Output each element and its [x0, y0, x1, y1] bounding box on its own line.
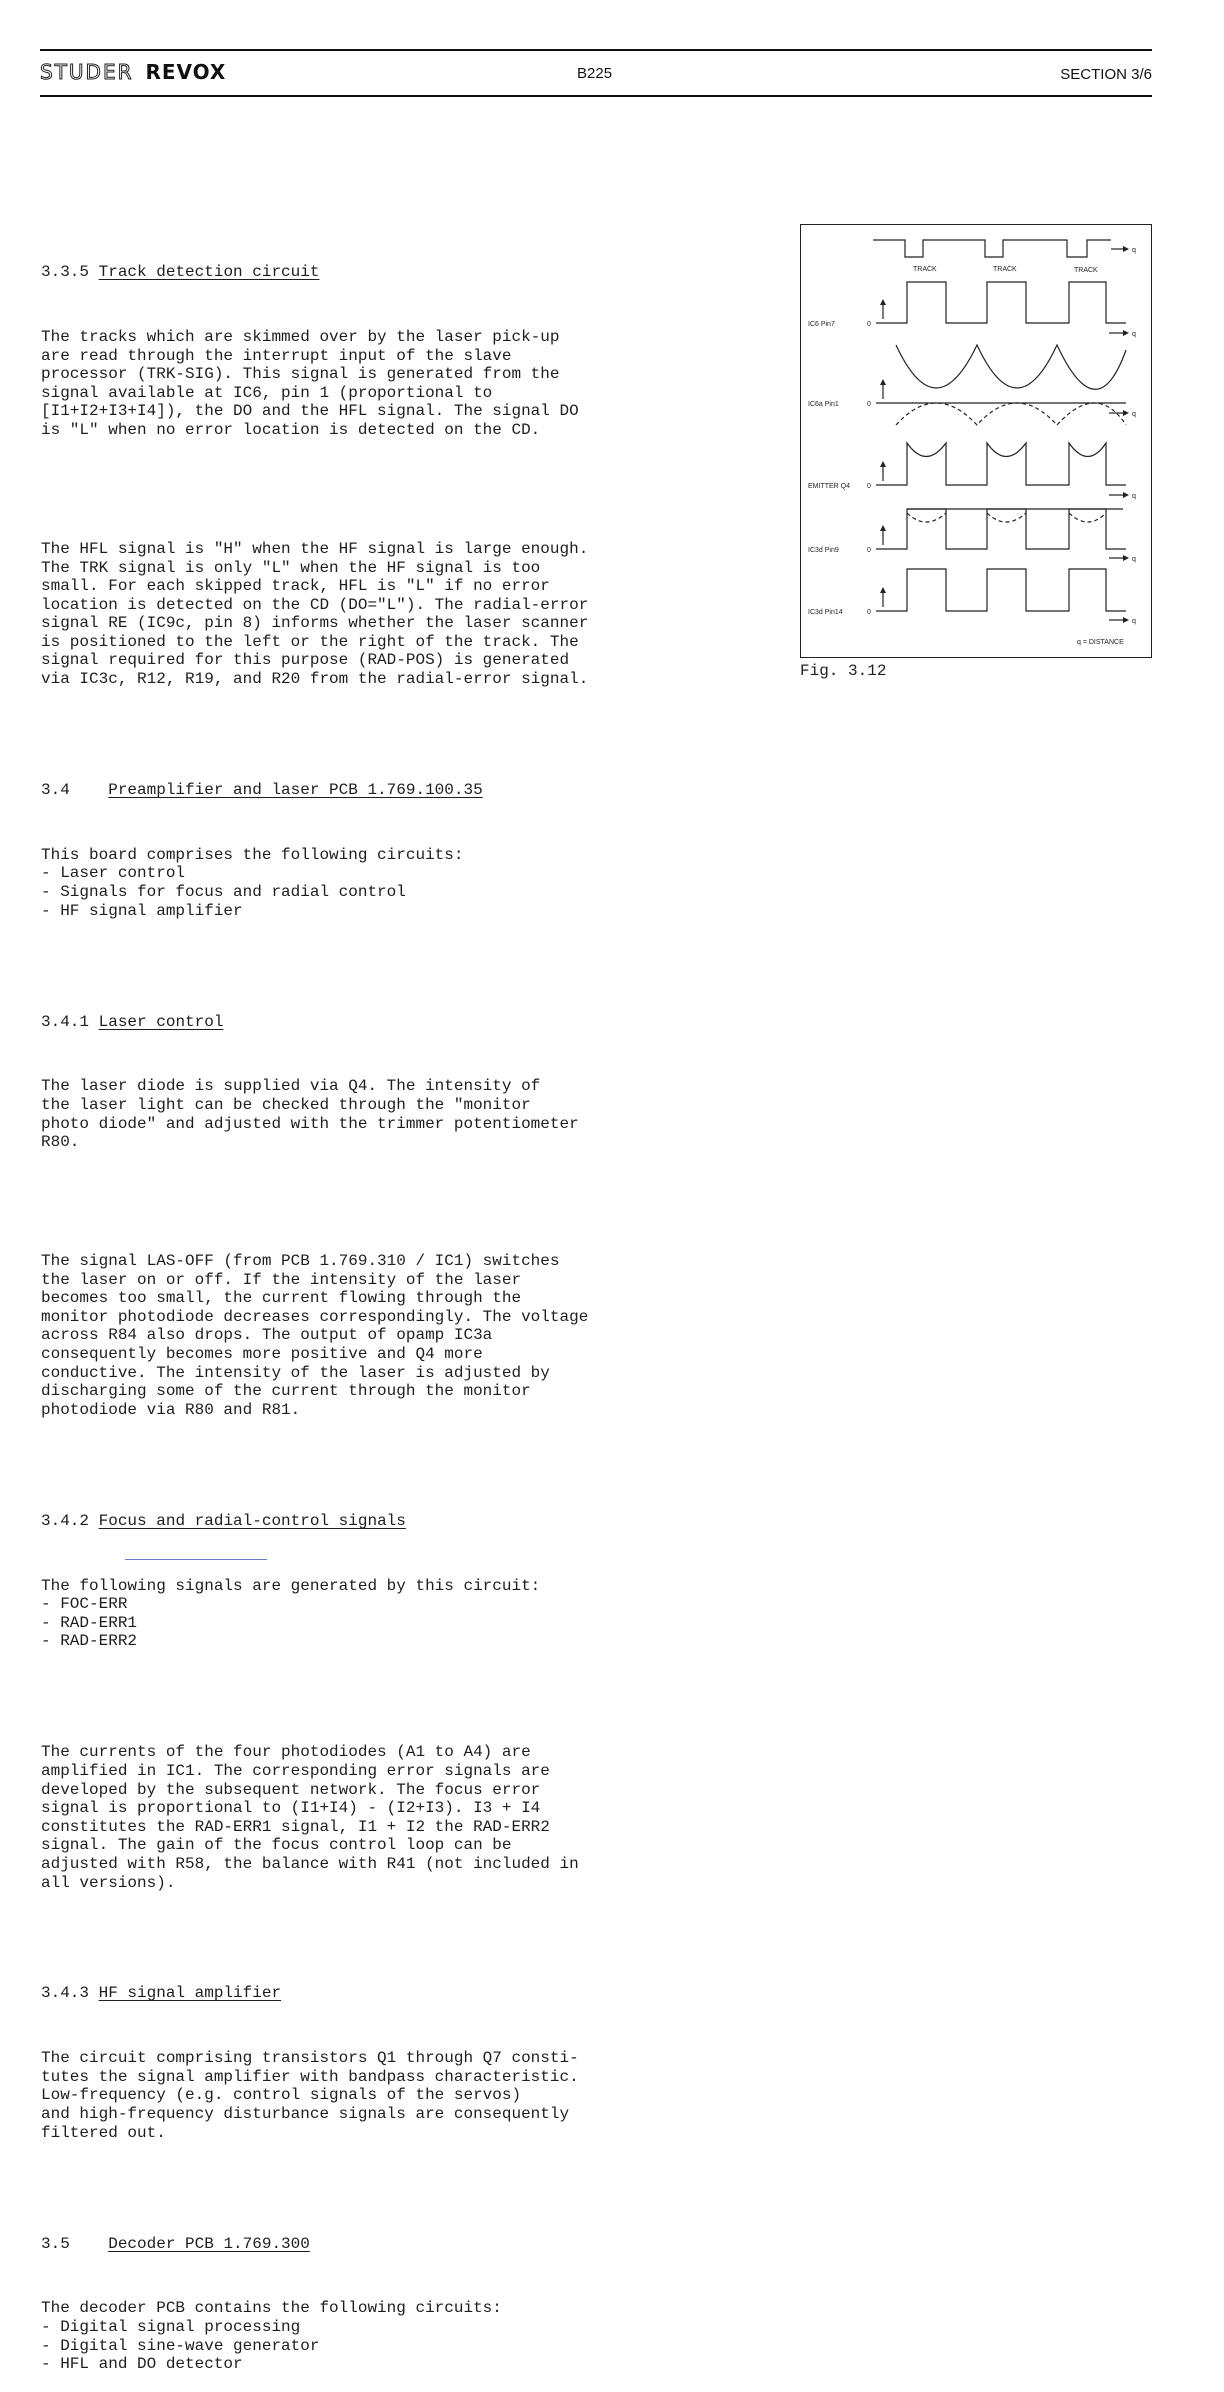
paragraph-focus-1: The following signals are generated by this circuit: - FOC-ERR - RAD-ERR1 - RAD-ERR2	[41, 1576, 541, 1651]
heading-3-5: 3.5 Decoder PCB 1.769.300	[41, 2234, 310, 2253]
track-label-3: TRACK	[1074, 267, 1098, 274]
wave-ic6-pin7	[876, 282, 1126, 323]
q-label-3: q	[1132, 493, 1136, 500]
row-label-ic3d-pin14: IC3d Pin14	[808, 609, 843, 616]
track-profile	[873, 240, 1111, 257]
heading-3-4-2: 3.4.2 Focus and radial-control signals	[41, 1511, 406, 1530]
zero-label-4: 0	[867, 547, 871, 554]
header-top-rule	[40, 49, 1152, 51]
q-label-2: q	[1132, 411, 1136, 418]
figure-caption: Fig. 3.12	[800, 662, 887, 680]
distance-legend: q = DISTANCE	[1077, 639, 1124, 646]
zero-label-2: 0	[867, 401, 871, 408]
q-label-1: q	[1132, 331, 1136, 338]
brand-studer: STUDER	[40, 60, 134, 84]
row-label-emitter-q4: EMITTER Q4	[808, 483, 851, 490]
arrowhead-3	[1123, 492, 1129, 498]
paragraph-decoder: The decoder PCB contains the following circuits: - Digital signal processing - Digital sine-wave generator - HFL and DO detector	[41, 2299, 502, 2374]
paragraph-focus-2: The currents of the four photodiodes (A1 to A4) are amplified in IC1. The corresponding error signals are developed by the subsequent network. The focus error signal is proportional to (I1+I4) - (I2+I3). I3 + I4 constitutes the RAD-ERR1 signal, I1 + I2 the RAD-ERR2 signal. The gain of the focus control loop can be adjusted with R58, the balance with R41 (not included in all versions).	[41, 1743, 579, 1892]
row-label-ic6a-pin1: IC6a Pin1	[808, 401, 839, 408]
up-arrowhead-5	[880, 587, 886, 593]
dashed-ic6a-overlay	[896, 403, 1126, 425]
timing-diagram	[801, 225, 1153, 659]
row-label-ic6-pin7: IC6 Pin7	[808, 321, 835, 328]
arrowhead-1	[1123, 330, 1129, 336]
paragraph-laser-1: The laser diode is supplied via Q4. The intensity of the laser light can be checked through the "monitor photo diode" and adjusted with the trimmer potentiometer R80.	[41, 1077, 579, 1152]
up-arrowhead-4	[880, 525, 886, 531]
q-label-5: q	[1132, 618, 1136, 625]
arrowhead-2	[1123, 410, 1129, 416]
paragraph-hf: The circuit comprising transistors Q1 through Q7 consti- tutes the signal amplifier with bandpass characteristic. Low-frequency (e.g. control signals of the servos) and high-frequency disturbance signals are consequently filtered out.	[41, 2049, 579, 2142]
model-number: B225	[577, 65, 613, 82]
brand-logo	[40, 60, 226, 84]
q-label-4: q	[1132, 556, 1136, 563]
dashed-ic3d-pin9	[907, 513, 1106, 522]
figure-3-12	[800, 224, 1152, 658]
track-label-1: TRACK	[913, 266, 937, 273]
q-label-0: q	[1132, 247, 1136, 254]
wave-ic6a-pin1	[896, 345, 1126, 389]
up-arrowhead-1	[880, 299, 886, 305]
zero-label-3: 0	[867, 483, 871, 490]
track-label-2: TRACK	[993, 266, 1017, 273]
zero-label-1: 0	[867, 321, 871, 328]
brand-revox: REVOX	[145, 60, 227, 84]
body-text	[41, 226, 701, 2392]
wave-ic3d-pin14	[876, 569, 1126, 611]
heading-3-4: 3.4 Preamplifier and laser PCB 1.769.100.35	[41, 781, 483, 800]
row-label-ic3d-pin9: IC3d Pin9	[808, 547, 839, 554]
heading-3-3-5: 3.3.5 Track detection circuit	[41, 263, 320, 282]
zero-label-5: 0	[867, 609, 871, 616]
wave-ic3d-pin9	[876, 509, 1126, 549]
paragraph-track-2: The HFL signal is "H" when the HF signal is large enough. The TRK signal is only "L" when the HF signal is too small. For each skipped track, HFL is "L" if no error location is detected on the CD (DO="L"). The radial-error signal RE (IC9c, pin 8) informs whether the laser scanner is positioned to the left or the right of the track. The signal required for this purpose (RAD-POS) is generated via IC3c, R12, R19, and R20 from the radial-error signal.	[41, 539, 589, 689]
section-number: SECTION 3/6	[1060, 66, 1152, 83]
up-arrowhead-3	[880, 461, 886, 467]
wave-emitter-q4	[876, 443, 1126, 485]
heading-3-4-3: 3.4.3 HF signal amplifier	[41, 1984, 282, 2003]
header-bottom-rule	[40, 95, 1152, 97]
paragraph-laser-2: The signal LAS-OFF (from PCB 1.769.310 / IC1) switches the laser on or off. If the intensity of the laser becomes too small, the current flowing through the monitor photodiode decreases correspondingly. The voltage across R84 also drops. The output of opamp IC3a consequently becomes more positive and Q4 more conductive. The intensity of the laser is adjusted by discharging some of the current through the monitor photodiode via R80 and R81.	[41, 1252, 589, 1419]
bottom-line	[125, 1559, 267, 1560]
up-arrowhead-2	[880, 379, 886, 385]
paragraph-preamp: This board comprises the following circuits: - Laser control - Signals for focus and radial control - HF signal amplifier	[41, 845, 464, 920]
arrowhead-5	[1123, 617, 1129, 623]
arrowhead-4	[1123, 555, 1129, 561]
heading-3-4-1: 3.4.1 Laser control	[41, 1012, 224, 1031]
arrowhead-0	[1123, 246, 1129, 252]
paragraph-track-1: The tracks which are skimmed over by the laser pick-up are read through the interrupt input of the slave processor (TRK-SIG). This signal is generated from the signal available at IC6, pin 1 (proportional to [I1+I2+I3+I4]), the DO and the HFL signal. The signal DO is "L" when no error location is detected on the CD.	[41, 327, 579, 439]
